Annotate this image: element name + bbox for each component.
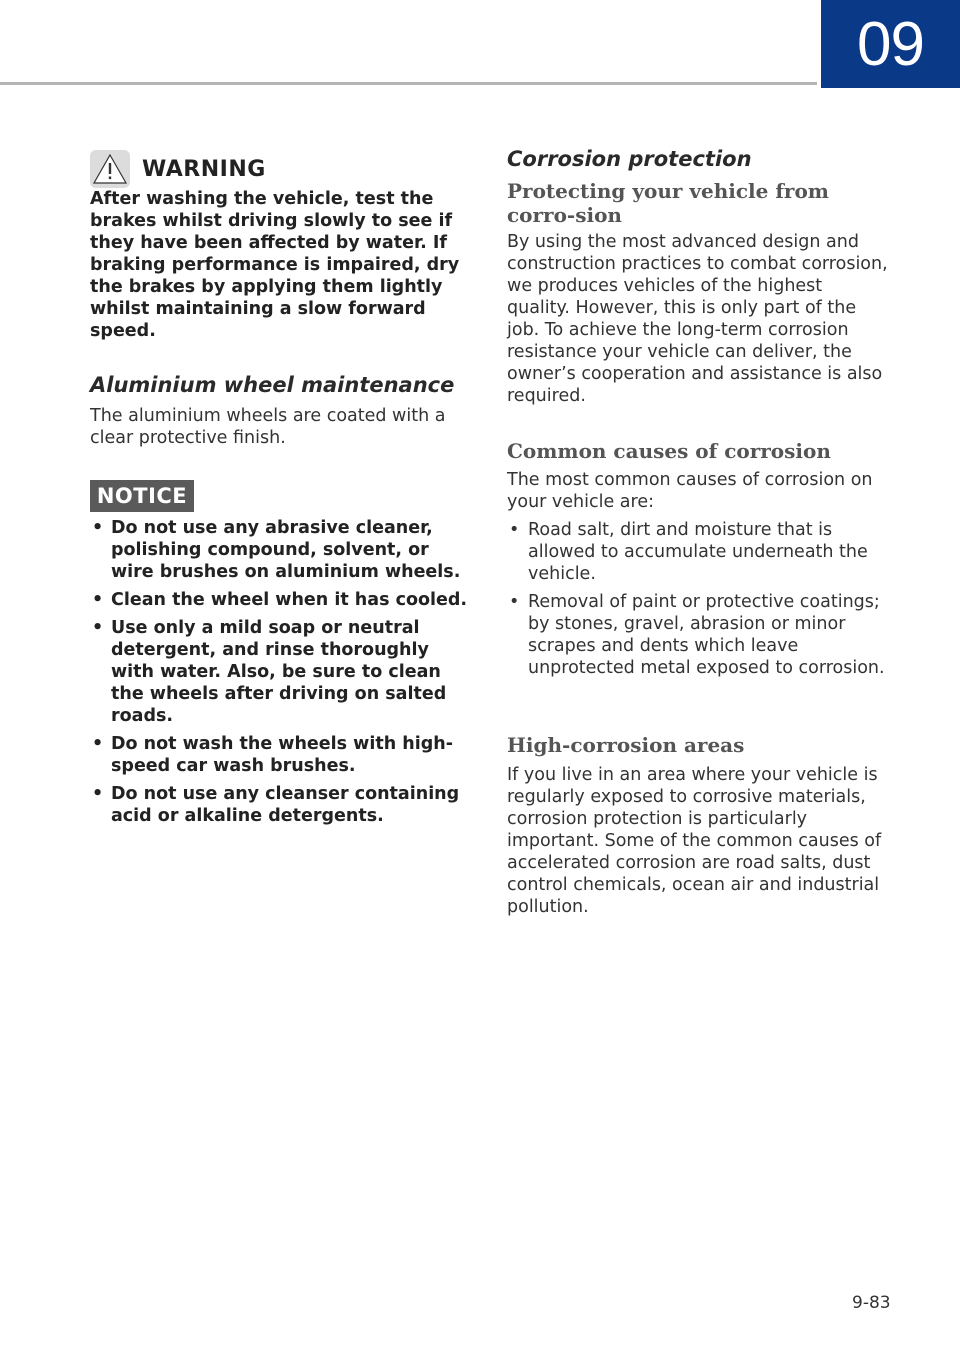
aluminium-section-title: Aluminium wheel maintenance xyxy=(90,373,455,397)
warning-text: After washing the vehicle, test the brakes whilst driving slowly to see if they have been affected by water. If braking performance is impaired, dry the brakes by applying them lightly whilst maintaining a slow forward speed. xyxy=(90,189,460,341)
page-number: 9-83 xyxy=(852,1293,891,1313)
chapter-number: 09 xyxy=(857,9,924,79)
notice-item: • Do not use any abrasive cleaner, polishing compound, solvent, or wire brushes on aluminium wheels. xyxy=(92,518,461,582)
protecting-text: By using the most advanced design and construction practices to combat corrosion, we produces vehicles of the highest quality. However, this is only part of the job. To achieve the long-term corrosion resistance your vehicle can deliver, the owner’s cooperation and assistance is also required. xyxy=(507,232,888,406)
warning-header xyxy=(90,150,266,188)
causes-intro: The most common causes of corrosion on your vehicle are: xyxy=(507,470,873,512)
warning-title: WARNING xyxy=(142,156,266,182)
header-rule xyxy=(0,82,817,85)
notice-list xyxy=(90,517,470,833)
causes-item: • Road salt, dirt and moisture that is allowed to accumulate underneath the vehicle. xyxy=(509,520,868,584)
causes-list xyxy=(507,519,892,685)
notice-item: • Do not use any cleanser containing acid or alkaline detergents. xyxy=(92,784,460,826)
notice-label: NOTICE xyxy=(90,480,194,512)
causes-item: • Removal of paint or protective coatings; by stones, gravel, abrasion or minor scrapes and dents which leave unprotected metal exposed to corrosion. xyxy=(509,592,885,678)
warning-triangle-icon xyxy=(90,150,130,188)
high-corrosion-text: If you live in an area where your vehicle is regularly exposed to corrosive materials, corrosion protection is particularly important. Some of the common causes of accelerated corrosion are road salts, dust control chemicals, ocean air and industrial pollution. xyxy=(507,765,882,917)
aluminium-text: The aluminium wheels are coated with a clear protective finish. xyxy=(90,406,446,448)
protecting-heading: Protecting your vehicle from corro-sion xyxy=(507,179,829,227)
chapter-tab xyxy=(821,0,960,88)
high-corrosion-heading: High-corrosion areas xyxy=(507,733,745,757)
notice-item: • Clean the wheel when it has cooled. xyxy=(92,590,468,610)
notice-item: • Do not wash the wheels with high-speed car wash brushes. xyxy=(92,734,453,776)
notice-item: • Use only a mild soap or neutral detergent, and rinse thoroughly with water. Also, be sure to clean the wheels after driving on salted roads. xyxy=(92,618,447,726)
corrosion-section-title: Corrosion protection xyxy=(507,147,752,171)
causes-heading: Common causes of corrosion xyxy=(507,439,831,463)
